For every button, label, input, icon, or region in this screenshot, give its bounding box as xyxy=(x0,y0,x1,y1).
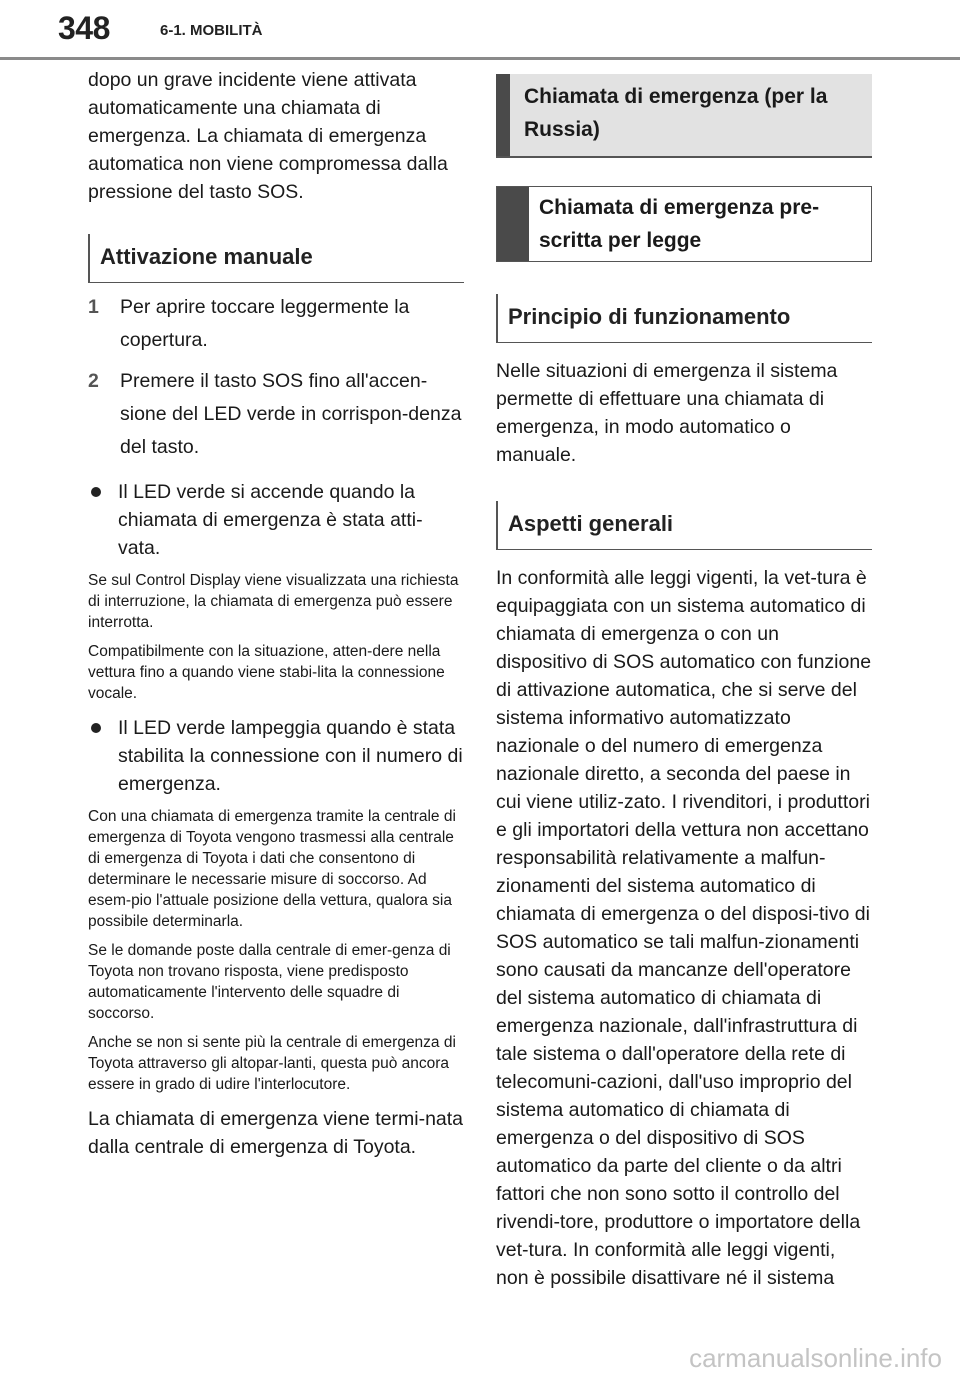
step-number: 1 xyxy=(88,296,99,318)
bullet-text: Il LED verde si accende quando la chiamata di emergenza è stata atti-vata. xyxy=(118,481,423,559)
boxed-heading: Chiamata di emergenza pre-scritta per legge xyxy=(496,186,872,262)
chapter-title: 6-1. MOBILITÀ xyxy=(160,22,263,39)
subhead-operating-principle: Principio di funzionamento xyxy=(496,294,872,343)
page-number: 348 xyxy=(58,10,110,46)
right-column xyxy=(496,74,872,1292)
step-item xyxy=(88,365,464,464)
section-heading: Chiamata di emergenza (per la Russia) xyxy=(496,74,872,158)
bullet-dot-icon xyxy=(88,714,118,798)
step-item xyxy=(88,291,464,357)
step-text: Premere il tasto SOS fino all'accen-sione del LED verde in corrispon-denza del tasto. xyxy=(120,370,462,458)
bullet-text: Il LED verde lampeggia quando è stata stabilita la connessione con il numero di emergenza. xyxy=(118,717,463,795)
step-text: Per aprire toccare leggermente la copertura. xyxy=(120,296,410,351)
bullet-item xyxy=(88,478,464,562)
intro-paragraph: dopo un grave incidente viene attivata automaticamente una chiamata di emergenza. La chiamata di emergenza automatica non viene compromessa dalla pressione del tasto SOS. xyxy=(88,69,448,203)
bullet-dot-icon xyxy=(88,478,118,562)
operating-principle-paragraph: Nelle situazioni di emergenza il sistema permette di effettuare una chiamata di emergenza, in modo automatico o manuale. xyxy=(496,360,838,466)
subhead-manual-activation: Attivazione manuale xyxy=(88,234,464,283)
left-column xyxy=(88,66,464,1181)
bullet-item xyxy=(88,714,464,798)
note-paragraph: Con una chiamata di emergenza tramite la centrale di emergenza di Toyota vengono trasmessi alla centrale di emergenza di Toyota i dati che consentono di determinare le necessarie misure di soccorso. Ad esem-pio l'attuale posizione della vettura, qualora sia possibile determinarla. xyxy=(88,808,456,930)
page-header xyxy=(0,0,960,60)
step-number: 2 xyxy=(88,370,99,392)
subhead-general-aspects: Aspetti generali xyxy=(496,501,872,550)
closing-paragraph: La chiamata di emergenza viene termi-nata dalla centrale di emergenza di Toyota. xyxy=(88,1108,464,1158)
header-divider xyxy=(0,57,960,60)
general-aspects-paragraph: In conformità alle leggi vigenti, la vet-tura è equipaggiata con un sistema automatico di chiamata di emergenza o con un dispositivo di SOS automatico con funzione di attivazione automatica, che si serve del sistema informativo automatizzato nazionale o del numero di emergenza nazionale diretto, a seconda del paese in cui viene utiliz-zato. I rivenditori, i produttori e gli importatori della vettura non accettano responsabilità relativamente a malfun-zionamenti del sistema automatico di chiamata di emergenza o del disposi-tivo di SOS automatico se tali malfun-zionamenti sono causati da mancanze dell'operatore del sistema automatico di chiamata di emergenza nazionale, dall'infrastruttura di tale sistema o dall'operatore della rete di telecomuni-cazioni, dall'uso improprio del sistema automatico di chiamata di emergenza o del dispositivo di SOS automatico da parte del cliente o da altri fattori che non sono sotto il controllo del rivendi-tore, produttore o importatore della vet-tura. In conformità alle leggi vigenti, non è possibile disattivare né il sistema xyxy=(496,567,872,1289)
watermark-text: carmanualsonline.info xyxy=(689,1343,942,1373)
note-paragraph: Anche se non si sente più la centrale di emergenza di Toyota attraverso gli altopar-lanti, questa può ancora essere in grado di udire l'interlocutore. xyxy=(88,1034,456,1093)
note-paragraph: Se sul Control Display viene visualizzata una richiesta di interruzione, la chiamata di emergenza può essere interrotta. xyxy=(88,572,459,631)
note-paragraph: Compatibilmente con la situazione, atten-dere nella vettura fino a quando viene stabi-lita la connessione vocale. xyxy=(88,643,445,702)
note-paragraph: Se le domande poste dalla centrale di emer-genza di Toyota non trovano risposta, viene predisposto automaticamente l'intervento delle squadre di soccorso. xyxy=(88,942,451,1022)
